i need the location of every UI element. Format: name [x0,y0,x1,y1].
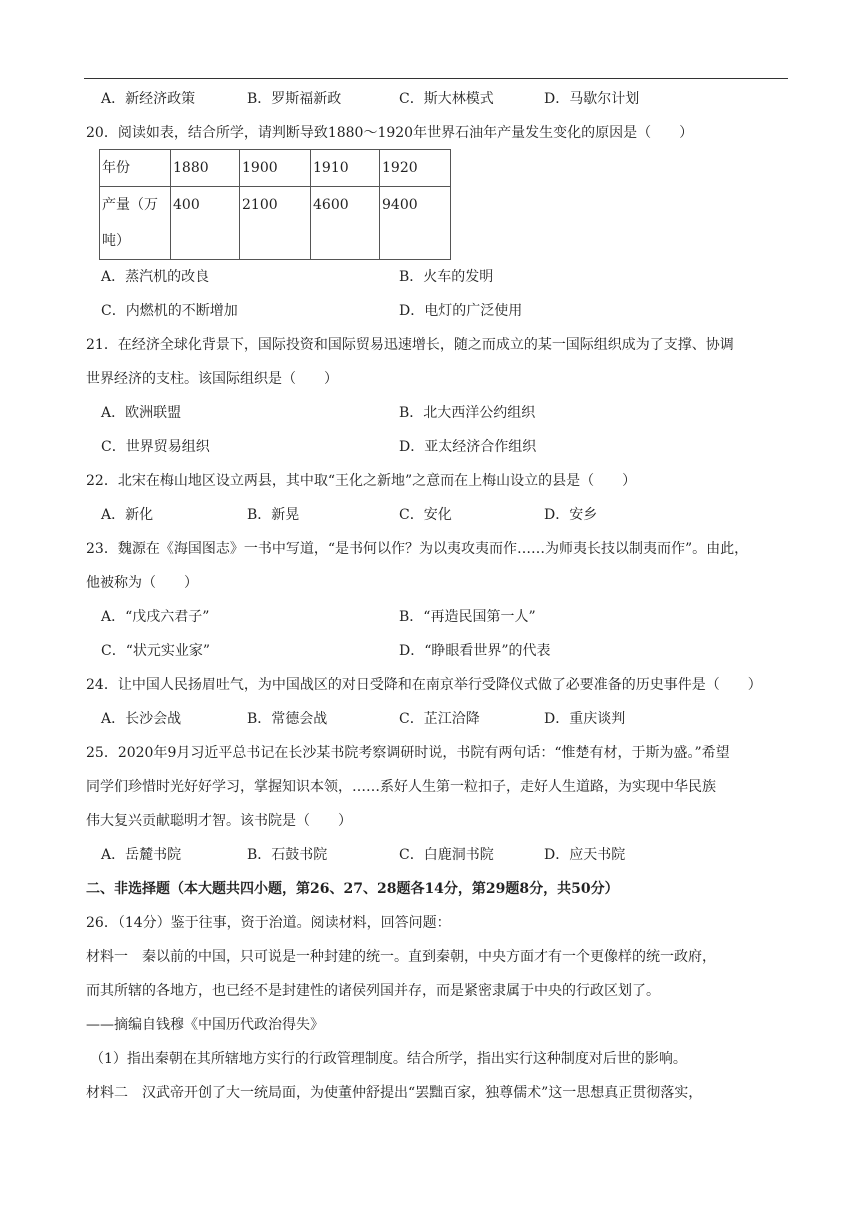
q19-option-a: A．新经济政策 [101,91,196,107]
q24-option-c: C．芷江洽降 [399,711,480,727]
q24-option-d: D．重庆谈判 [544,711,626,727]
table-cell: 4600 [311,187,380,260]
q25-option-d: D．应天书院 [544,847,626,863]
table-header-cell: 1880 [171,150,240,187]
table-header-cell: 1900 [240,150,311,187]
table-header-cell: 1920 [380,150,451,187]
q23-option-c: C．“状元实业家” [101,643,211,659]
q24-stem: 24．让中国人民扬眉吐气，为中国战区的对日受降和在南京举行受降仪式做了必要准备的历史事件是（ ） [86,677,762,693]
row-label-line-1: 产量（万 [102,197,158,213]
q23-stem-line-1: 23．魏源在《海国图志》一书中写道，“是书何以作？为以夷攻夷而作……为师夷长技以制夷而作”。由此， [86,541,749,557]
q26-material2-line-1: 材料二 汉武帝开创了大一统局面，为使董仲舒提出“罢黜百家，独尊儒术”这一思想真正贯彻落实， [86,1085,703,1101]
table-row-label [100,187,171,260]
q20-option-c: C．内燃机的不断增加 [101,303,238,319]
q24-option-a: A．长沙会战 [101,711,182,727]
q26-source: ——摘编自钱穆《中国历代政治得失》 [86,1017,324,1033]
q19-option-c: C．斯大林模式 [399,91,494,107]
q25-option-c: C．白鹿洞书院 [399,847,494,863]
q20-stem: 20．阅读如表，结合所学，请判断导致1880～1920年世界石油年产量发生变化的原因是（ ） [86,125,694,141]
q26-material1-line-2: 而其所辖的各地方，也已经不是封建性的诸侯列国并存，而是紧密隶属于中央的行政区划了。 [86,983,660,999]
q23-option-b: B．“再造民国第一人” [399,609,536,625]
table-header-cell: 年份 [100,150,171,187]
q20-option-b: B．火车的发明 [399,269,494,285]
q23-option-a: A．“戊戌六君子” [101,609,210,625]
q19-option-d: D．马歇尔计划 [544,91,640,107]
q25-stem-line-1: 25．2020年9月习近平总书记在长沙某书院考察调研时说，书院有两句话：“惟楚有材，于斯为盛。”希望 [86,745,730,761]
q20-option-a: A．蒸汽机的改良 [101,269,210,285]
q25-option-a: A．岳麓书院 [101,847,182,863]
q23-stem-line-2: 他被称为（ ） [86,575,198,591]
row-label-line-2: 吨） [102,233,130,249]
q21-option-a: A．欧洲联盟 [101,405,182,421]
q22-option-b: B．新晃 [247,507,300,523]
q22-option-c: C．安化 [399,507,452,523]
q22-option-a: A．新化 [101,507,154,523]
q26-stem: 26．（14分）鉴于往事，资于治道。阅读材料，回答问题： [86,915,451,931]
q21-option-c: C．世界贸易组织 [101,439,210,455]
table-header-cell: 1910 [311,150,380,187]
q22-option-d: D．安乡 [544,507,598,523]
q20-option-d: D．电灯的广泛使用 [399,303,523,319]
q25-stem-line-2: 同学们珍惜时光好好学习，掌握知识本领，……系好人生第一粒扣子，走好人生道路，为实现中华民族 [86,779,716,795]
q26-material1-line-1: 材料一 秦以前的中国，只可说是一种封建的统一。直到秦朝，中央方面才有一个更像样的统一政府， [86,949,716,965]
table-cell: 2100 [240,187,311,260]
q21-stem-line-2: 世界经济的支柱。该国际组织是（ ） [86,371,338,387]
header-rule [84,78,788,79]
oil-production-table [99,149,451,260]
q25-stem-line-3: 伟大复兴贡献聪明才智。该书院是（ ） [86,813,352,829]
q25-option-b: B．石鼓书院 [247,847,328,863]
q19-option-b: B．罗斯福新政 [247,91,342,107]
q24-option-b: B．常德会战 [247,711,328,727]
section-heading: 二、非选择题（本大题共四小题，第26、27、28题各14分，第29题8分，共50分） [86,881,619,897]
q26-subquestion-1: （1）指出秦朝在其所辖地方实行的行政管理制度。结合所学，指出实行这种制度对后世的影响。 [90,1051,687,1067]
q21-option-d: D．亚太经济合作组织 [399,439,537,455]
q23-option-d: D．“睁眼看世界”的代表 [399,643,551,659]
table-cell: 9400 [380,187,451,260]
q21-option-b: B．北大西洋公约组织 [399,405,536,421]
q21-stem-line-1: 21．在经济全球化背景下，国际投资和国际贸易迅速增长，随之而成立的某一国际组织成为了支撑、协调 [86,337,734,353]
q22-stem: 22．北宋在梅山地区设立两县，其中取“王化之新地”之意而在上梅山设立的县是（ ） [86,473,637,489]
table-cell: 400 [171,187,240,260]
